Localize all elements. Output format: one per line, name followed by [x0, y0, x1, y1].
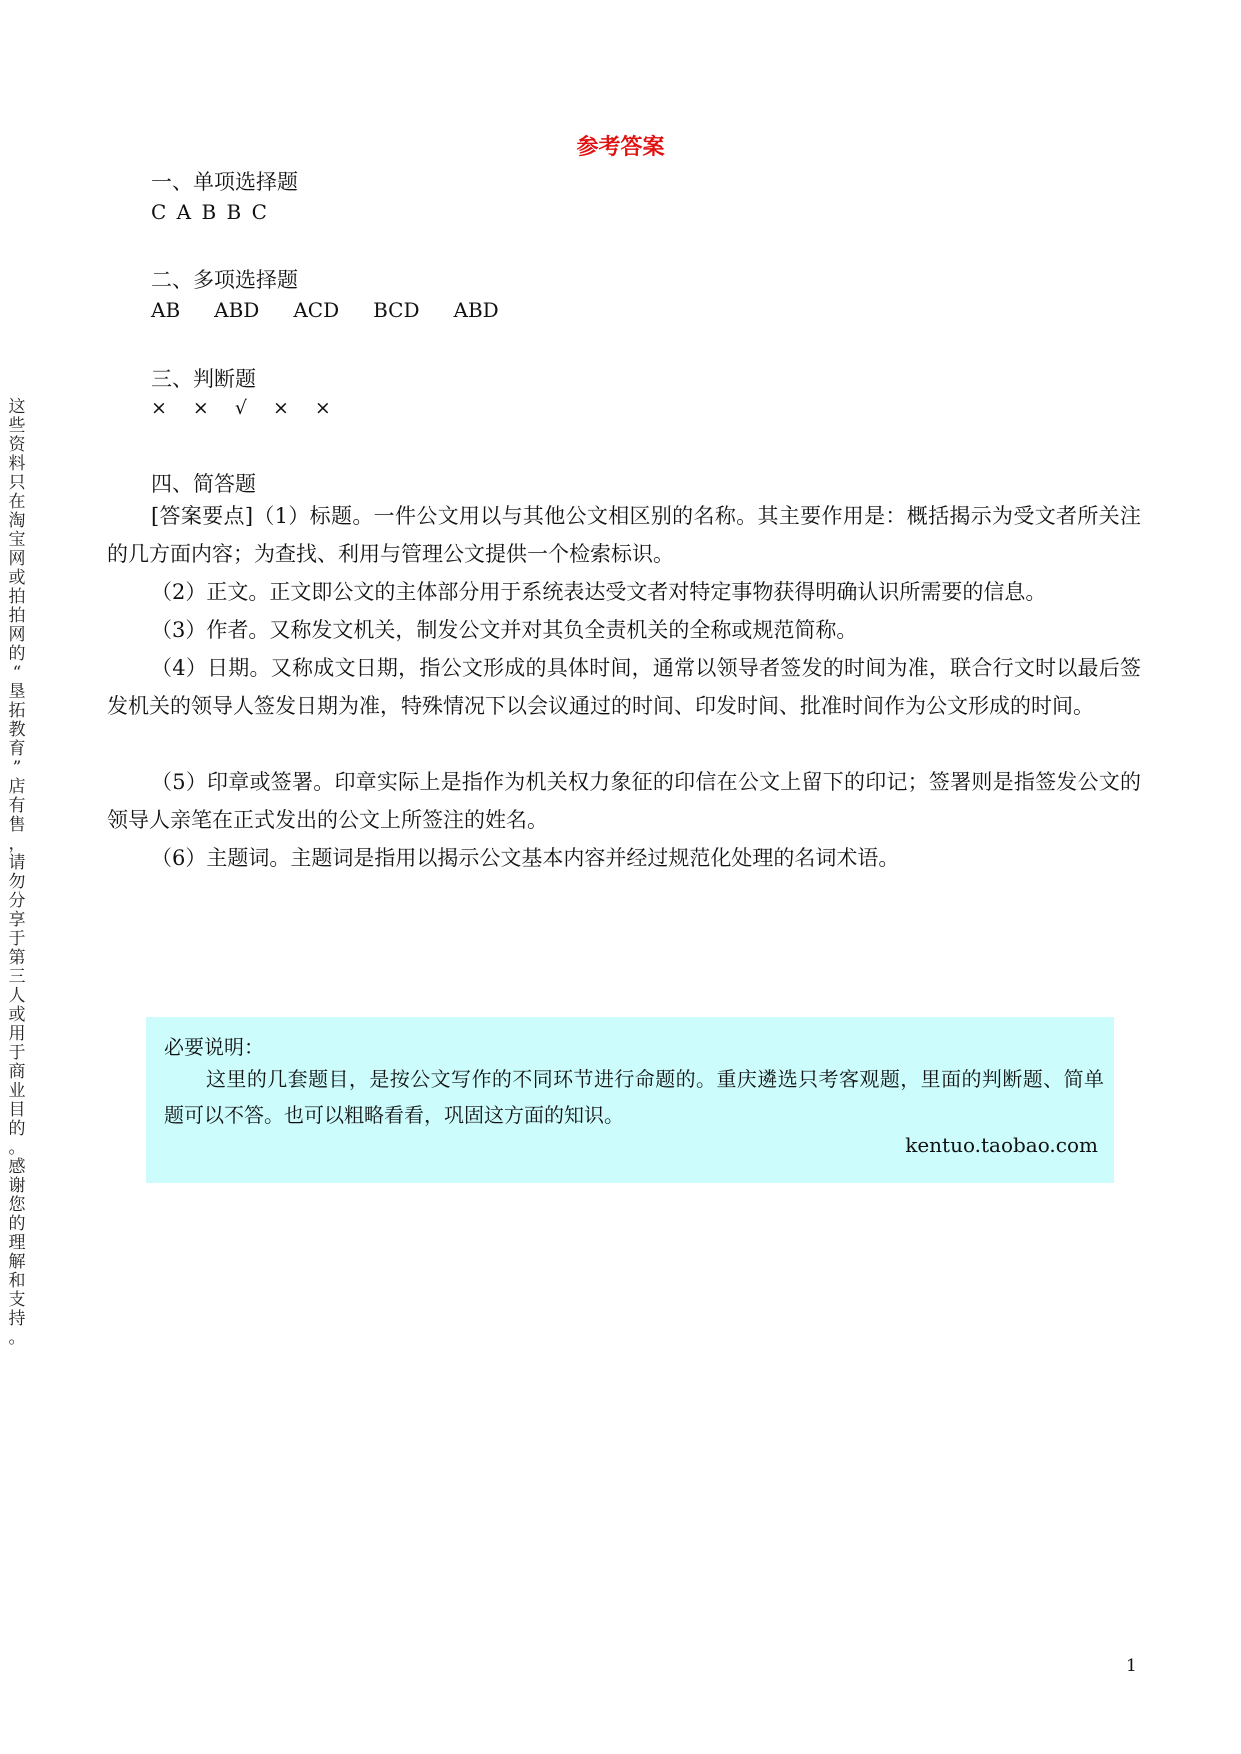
section-heading-short-answer: 四、简答题: [151, 472, 256, 496]
store-link[interactable]: kentuo.taobao.com: [905, 1133, 1098, 1157]
tf-answer-1: ×: [151, 397, 167, 419]
short-answer-paragraph-4: （4）日期。又称成文日期，指公文形成的具体时间，通常以领导者签发的时间为准，联合行文时以最后签发机关的领导人签发日期为准，特殊情况下以会议通过的时间、印发时间、批准时间作为公文形成的时间。: [107, 656, 1141, 718]
single-choice-answers: C A B B C: [151, 200, 269, 224]
tf-answer-3: √: [234, 397, 247, 419]
short-answer-paragraph-1: [答案要点]（1）标题。一件公文用以与其他公文相区别的名称。其主要作用是：概括揭示为受文者所关注的几方面内容；为查找、利用与管理公文提供一个检索标识。: [107, 504, 1141, 566]
multi-answer-1: AB: [151, 298, 181, 322]
multi-answer-3: ACD: [293, 298, 340, 322]
page-title: 参考答案: [576, 134, 665, 160]
side-notice: 这 些 资 料 只 在 淘 宝 网 或 拍 拍 网 的 “ 垦 拓 教 育 ” 店 有 售 ， 请 勿 分 享 于 第 三 人 或 用 于 商 业 目 的 。 感 谢 您 的 理 解 和 支 持 。: [8, 397, 26, 1348]
note-heading: 必要说明：: [164, 1035, 264, 1059]
multi-answer-5: ABD: [453, 298, 499, 322]
section-heading-multiple-choice: 二、多项选择题: [151, 268, 298, 292]
note-box: [146, 1017, 1114, 1183]
tf-answer-2: ×: [192, 397, 209, 419]
section-heading-single-choice: 一、单项选择题: [151, 170, 298, 194]
note-body: 这里的几套题目，是按公文写作的不同环节进行命题的。重庆遴选只考客观题，里面的判断题、简单题可以不答。也可以粗略看看，巩固这方面的知识。: [164, 1067, 1104, 1127]
true-false-answers: [151, 397, 357, 419]
multiple-choice-answers: [151, 298, 533, 322]
short-answer-paragraph-3: （3）作者。又称发文机关，制发公文并对其负全责机关的全称或规范简称。: [151, 618, 858, 642]
tf-answer-5: ×: [314, 397, 331, 419]
short-answer-paragraph-6: （6）主题词。主题词是指用以揭示公文基本内容并经过规范化处理的名词术语。: [151, 846, 900, 870]
tf-answer-4: ×: [272, 397, 289, 419]
multi-answer-4: BCD: [373, 298, 420, 322]
page-number: 1: [1126, 1656, 1137, 1676]
short-answer-paragraph-2: （2）正文。正文即公文的主体部分用于系统表达受文者对特定事物获得明确认识所需要的信息。: [151, 580, 1047, 604]
section-heading-true-false: 三、判断题: [151, 367, 256, 391]
multi-answer-2: ABD: [214, 298, 260, 322]
short-answer-paragraph-5: （5）印章或签署。印章实际上是指作为机关权力象征的印信在公文上留下的印记；签署则是指签发公文的领导人亲笔在正式发出的公文上所签注的姓名。: [107, 770, 1141, 832]
